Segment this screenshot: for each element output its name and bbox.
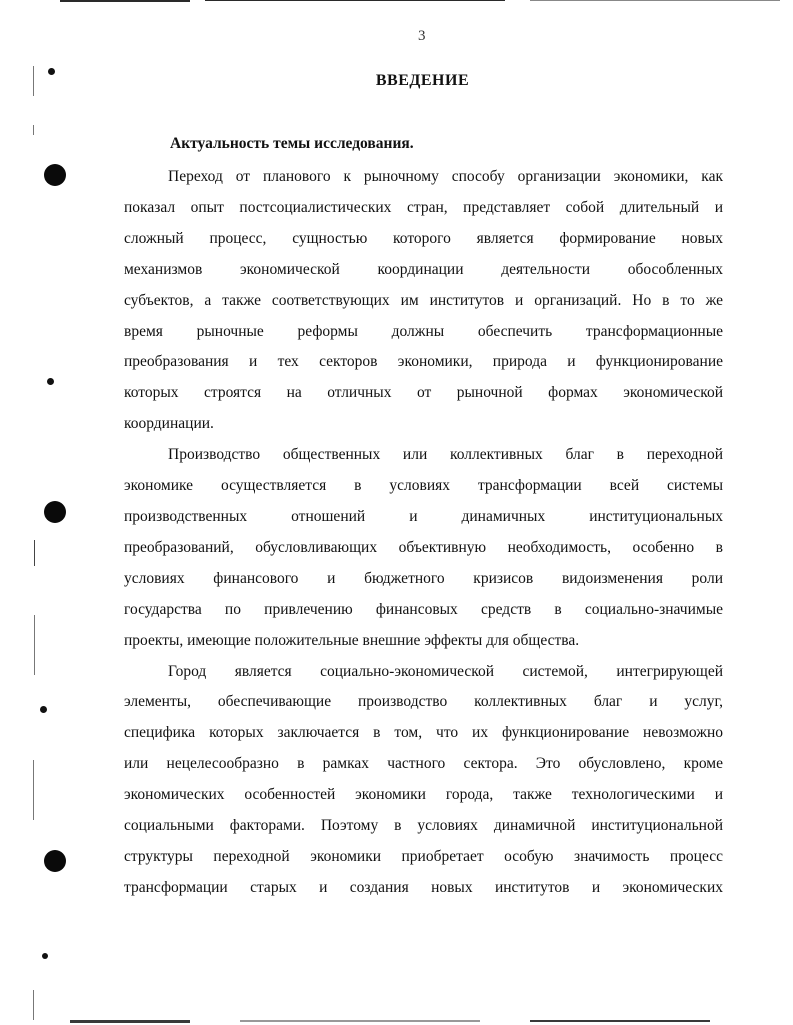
text-line: экономике осуществляется в условиях трансформации всей системы bbox=[124, 477, 723, 495]
text-line: социальными факторами. Поэтому в условиях динамичной институциональной bbox=[124, 817, 723, 835]
page-number: 3 bbox=[418, 28, 426, 44]
text-line: которых строятся на отличных от рыночной формах экономической bbox=[124, 384, 723, 402]
text-line: элементы, обеспечивающие производство коллективных благ и услуг, bbox=[124, 693, 723, 711]
binder-hole bbox=[44, 850, 66, 872]
text-line: время рыночные реформы должны обеспечить трансформационные bbox=[124, 322, 723, 340]
body-text bbox=[124, 162, 723, 904]
bottom-scan-edge bbox=[530, 1020, 710, 1022]
top-scan-edge bbox=[205, 0, 505, 1]
margin-line bbox=[33, 990, 34, 1020]
text-line: координации. bbox=[124, 415, 214, 433]
margin-line bbox=[33, 760, 34, 820]
text-line: структуры переходной экономики приобретает особую значимость процесс bbox=[124, 847, 723, 865]
text-line: экономических особенностей экономики города, также технологическими и bbox=[124, 786, 723, 804]
bottom-scan-edge bbox=[70, 1020, 190, 1023]
text-line: субъектов, а также соответствующих им институтов и организаций. Но в то же bbox=[124, 291, 723, 309]
text-line: преобразований, обусловливающих объективную необходимость, особенно в bbox=[124, 538, 723, 556]
text-line: проекты, имеющие положительные внешние эффекты для общества. bbox=[124, 631, 580, 649]
section-heading: Актуальность темы исследования. bbox=[170, 135, 414, 152]
text-line: специфика которых заключается в том, что их функционирование невозможно bbox=[124, 724, 723, 742]
bottom-scan-edge bbox=[240, 1020, 480, 1022]
paragraph bbox=[124, 162, 723, 440]
binder-mark bbox=[47, 378, 54, 385]
text-line: механизмов экономической координации деятельности обособленных bbox=[124, 260, 723, 278]
text-line: сложный процесс, сущностью которого является формирование новых bbox=[124, 229, 723, 247]
text-line: условиях финансового и бюджетного кризисов видоизменения роли bbox=[124, 569, 723, 587]
margin-line bbox=[34, 540, 35, 566]
text-line: Город является социально-экономической системой, интегрирующей bbox=[168, 662, 723, 680]
text-line: трансформации старых и создания новых институтов и экономических bbox=[124, 878, 723, 896]
text-line: Производство общественных или коллективных благ в переходной bbox=[168, 446, 723, 464]
paragraph bbox=[124, 657, 723, 904]
binder-mark bbox=[42, 953, 48, 959]
text-line: производственных отношений и динамичных институциональных bbox=[124, 507, 723, 525]
binder-hole bbox=[44, 501, 66, 523]
margin-line bbox=[34, 615, 35, 675]
page-title: ВВЕДЕНИЕ bbox=[375, 72, 470, 89]
text-line: показал опыт постсоциалистических стран, представляет собой длительный и bbox=[124, 198, 723, 216]
top-scan-edge bbox=[530, 0, 780, 1]
text-line: или нецелесообразно в рамках частного сектора. Это обусловлено, кроме bbox=[124, 755, 723, 773]
binder-mark bbox=[40, 706, 47, 713]
text-line: преобразования и тех секторов экономики, природа и функционирование bbox=[124, 353, 723, 371]
text-line: Переход от планового к рыночному способу организации экономики, как bbox=[168, 168, 723, 185]
text-line: государства по привлечению финансовых средств в социально-значимые bbox=[124, 600, 723, 618]
top-scan-edge bbox=[60, 0, 190, 2]
binder-hole bbox=[44, 164, 66, 186]
paragraph bbox=[124, 440, 723, 656]
margin-line bbox=[33, 125, 34, 135]
